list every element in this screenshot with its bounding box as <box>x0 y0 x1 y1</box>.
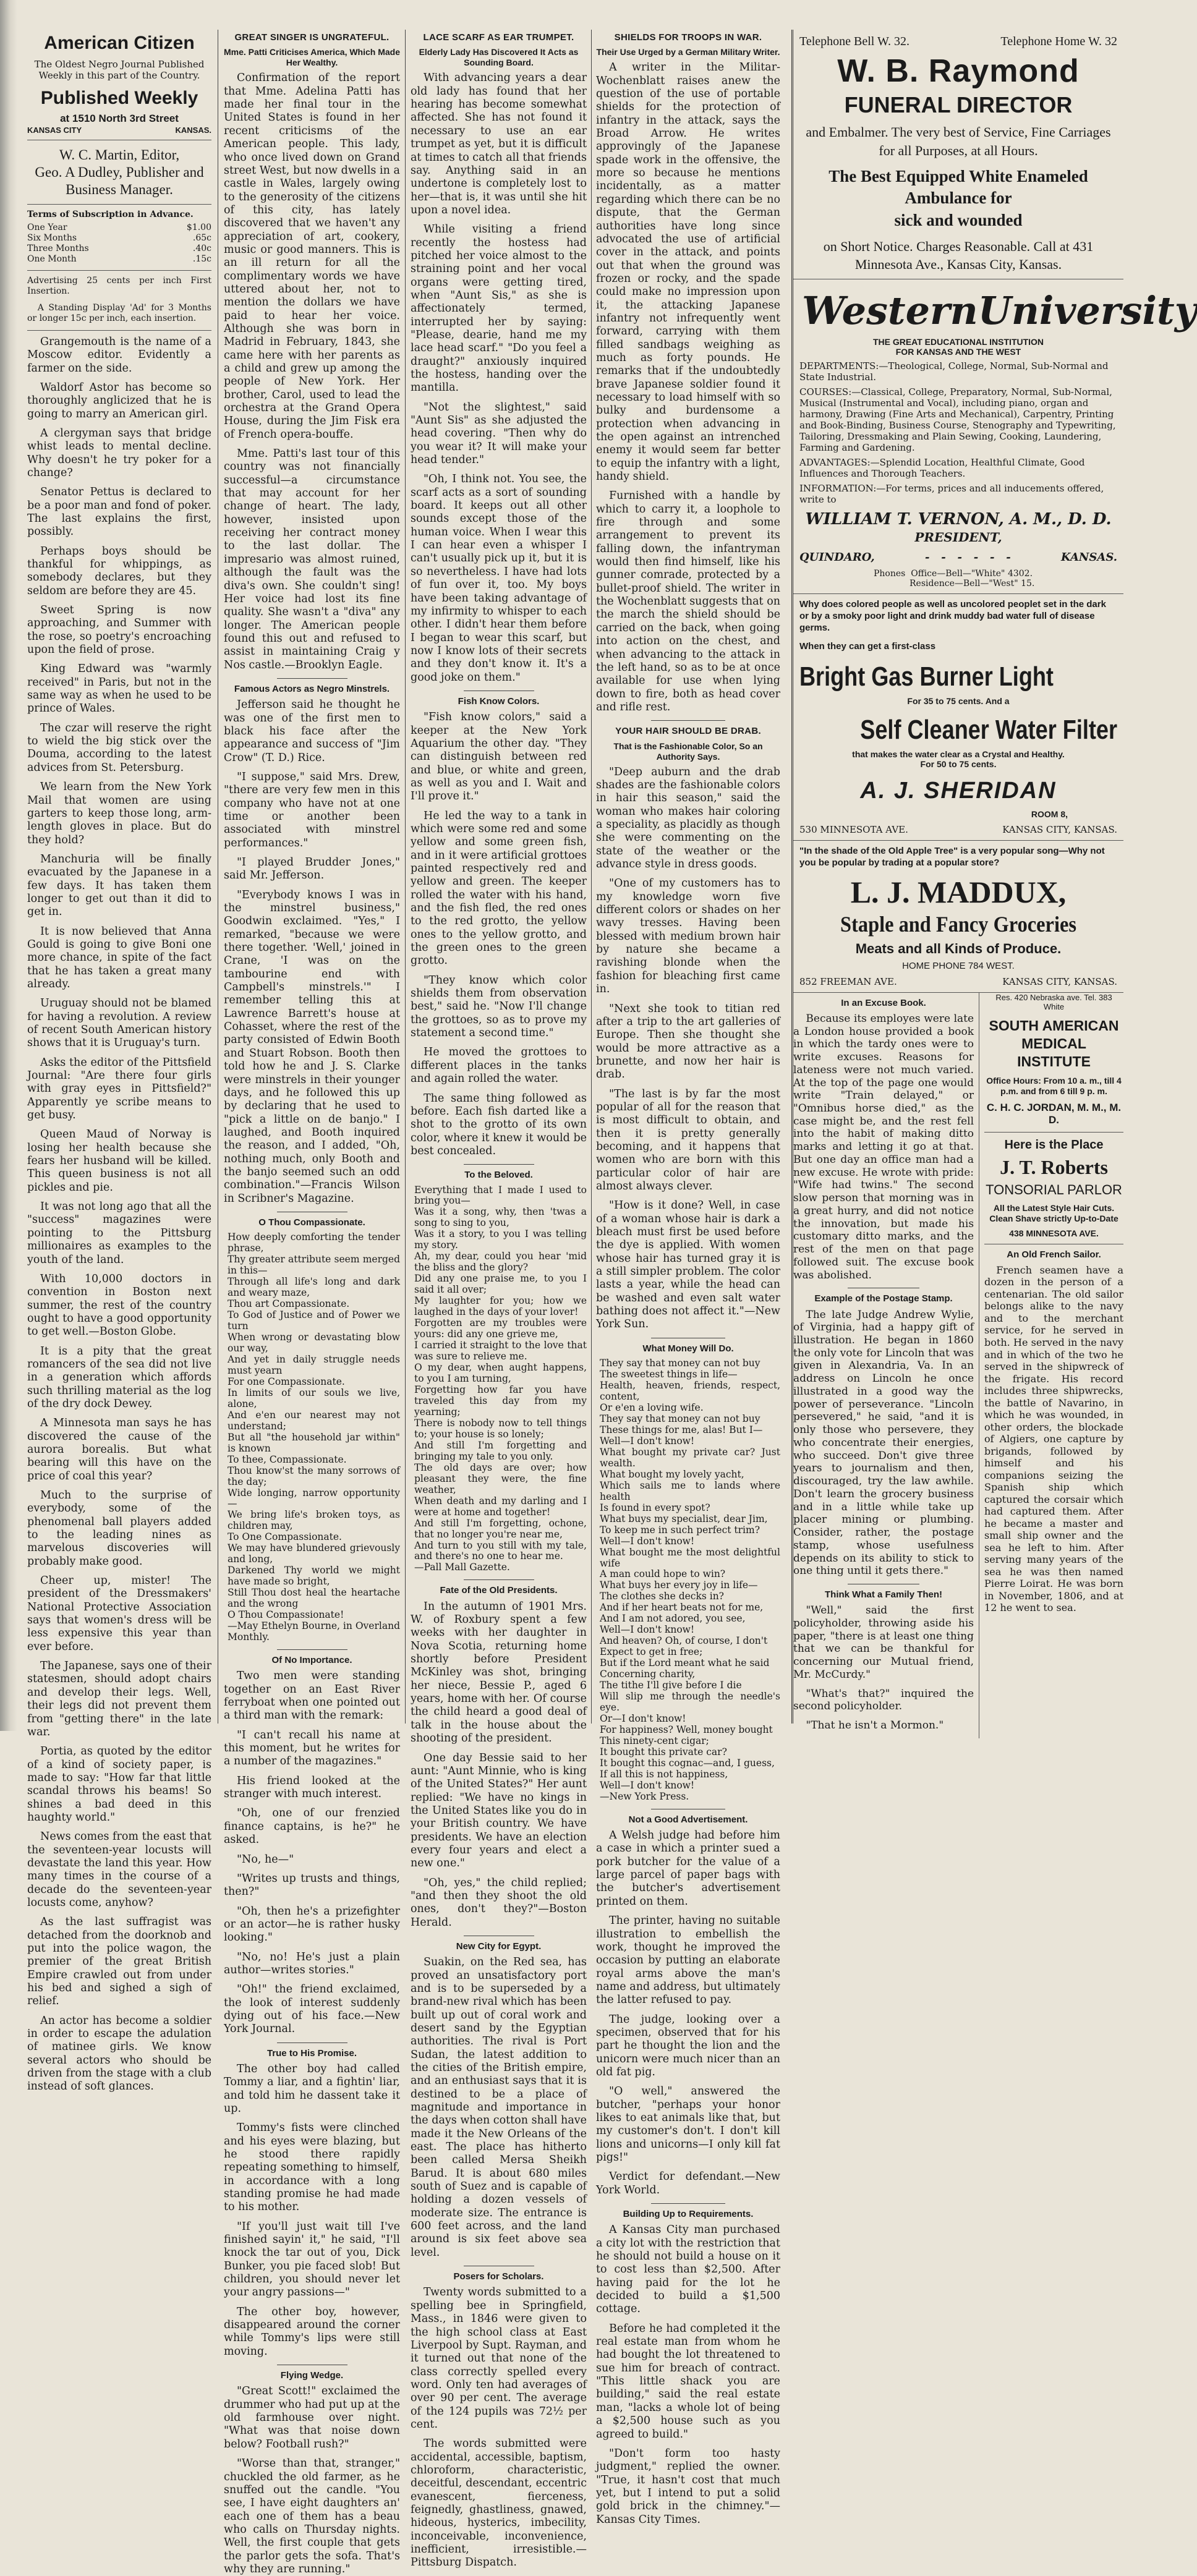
paragraph: A Minnesota man says he has discovered the cause of the aurora borealis. But what bearing will this have on the price of coal this year? <box>27 1417 211 1482</box>
paragraph: "I can't recall his name at this moment, but he writes for a number of the magazines." <box>224 1728 400 1768</box>
paragraph: Confirmation of the report that Mme. Adelina Patti has made her final tour in the United States is found in her recent criticisms of the American people. This lady, who once lived down on Grand street West, but now dwells in a castle in Wales, largely owing to the generosity of the citizens of this city, has lately discovered that we haven't any appreciation of art, cookery, music or good manners. This is an ill return for all the complimentary words we have uttered about her, not to mention the dollars we have paid to hear her voice. Although she was born in Madrid in February, 1843, she came here with her parents as a child and grew up among the people of New York. Her brother, Carol, used to lead the orchestra at the Grand Opera House, during the Jim Fisk era of French opera-bouffe. <box>224 72 400 441</box>
price-water-filter: For 50 to 75 cents. <box>920 759 997 770</box>
paragraph: French seamen have a dozen in the person of a centenarian. The old sailor belongs alike to the navy and to the merchant service, for he served in both. He served in the navy and in which of the two he served in the shipwreck of the frigate. His record includes three shipwrecks, the battle of Navarino, in which he was wounded, in other orders, the blockade of Algiers, one capture by brigands, followed by himself and his companions seizing the Spanish ship which captured the corsair which had captured them. After he became a master and small ship owner and the sea he left to him. After serving many years of the sea he was then named Pierre Loirat. He was born in November, 1806, and at 12 he went to sea. <box>984 1264 1123 1614</box>
article-headline: Think What a Family Then! <box>825 1589 943 1600</box>
paragraph: Perhaps boys should be thankful for whippings, as somebody declares, but they seldom are before they are 45. <box>27 545 211 597</box>
paragraph: The words submitted were accidental, accessible, baptism, chloroform, characteristic, deceitful, descendant, eccentric evanescent, fierceness, feignedly, ghastliness, gnawed, hideous, hysterics, imbecility, inconceivable, inconvenience, inefficient, irresistible.—Pittsburg Dispatch. <box>411 2438 587 2569</box>
paragraph: Sweet Spring is now approaching, and Summer with the rose, so poetry's encroaching upon the field of prose. <box>27 604 211 657</box>
wu-phones: Phones Office—Bell—"White" 4302. Residence—Bell—"West" 15. <box>874 569 1035 589</box>
barber-name: J. T. Roberts <box>1000 1155 1108 1178</box>
paragraph: The printer, having no suitable illustration to embellish the work, thought he improved the occasion by putting an elaborate royal arms above the man's name and address, but ultimately the latter refused to pay. <box>596 1915 780 2007</box>
paragraph: Mme. Patti's last tour of this country was not financially successful—a circumstance that may account for her change of heart. The lady, however, insisted upon receiving her contract money to the last dollar. The impresario was almost ruined, although the fault was the diva's own. She couldn't sing! Her voice had lost its fine quality. She wasn't a "diva" any longer. The American people found this out and refused to assist in maintaining Craig y Nos castle.—Brooklyn Eagle. <box>224 448 400 671</box>
paragraph: "Oh, one of our frenzied finance captains, is he?" he asked. <box>224 1807 400 1847</box>
paragraph: "Oh, I think not. You see, the scarf acts as a sort of sounding board. It keeps out all other sounds except those of the human voice. When I wear this I can hear even a whisper I can't usually pick up it, but it is so nevertheless. I have had lots of fun over it, too. My boys have been taking advantage of my infirmity to whisper to each other. I didn't hear them before I began to wear this scarf, but now I know lots of their secrets and they don't know it. It's a good joke on them." <box>411 473 587 684</box>
terms-row: One Year $1.00 <box>27 223 211 233</box>
paragraph: A Kansas City man purchased a city lot with the restriction that he should not build a house on it to cost less than $2,500. After having paid for the lot he decided to build a $1,500 cottage. <box>596 2224 780 2316</box>
product-gas-light: Bright Gas Burner Light <box>799 661 1054 692</box>
column-4 <box>596 30 780 2526</box>
paragraph: Waldorf Astor has become so thoroughly anglicized that he is going to marry an American girl. <box>27 381 211 420</box>
wu-title: Western University <box>802 288 1197 334</box>
poem-title: What Money Will Do. <box>642 1343 734 1354</box>
article-headline: Famous Actors as Negro Minstrels. <box>234 683 390 694</box>
phone-home: Telephone Home W. 32 <box>1000 35 1117 48</box>
article-headline: New City for Egypt. <box>456 1941 542 1952</box>
paragraph: A clergyman says that bridge whist leads to mental decline. Why doesn't he try poker for a change? <box>27 427 211 479</box>
paragraph: Furnished with a handle by which to carry it, a loophole to fire through and some arrangement to prevent its falling down, the infantryman would then find himself, like his gunner comrade, protected by a bullet-proof shield. The writer in the Wochenblatt suggests that on the march the shield should be carried on the back, when going into action on the chest, and when advancing to the attack in the left hand, so as to be at once available for use when lying down to fire, both as head cover and rifle rest. <box>596 490 780 713</box>
paragraph: With advancing years a dear old lady has found that her hearing has become somewhat affected. She has not found it necessary to use an ear trumpet as yet, but it is difficult at times to catch all that friends say. Anything said in an undertone is completely lost to her—that is, it was until she hit upon a novel idea. <box>411 72 587 216</box>
maddux-song: "In the shade of the Old Apple Tree" is a very popular song—Why not you be popular by trading at a popular store? <box>799 846 1105 868</box>
paragraph: Twenty words submitted to a spelling bee in Springfield, Mass., in 1846 were given to the high school class at East Liverpool by Supt. Rayman, and it turned out that none of the class correctly spelled every word. Only ten had averages of over 90 per cent. The average of the 124 pupils was 72½ per cent. <box>411 2286 587 2431</box>
paragraph: "Oh, then he's a prizefighter or an actor—he is rather husky looking." <box>224 1905 400 1944</box>
article-headline: SHIELDS FOR TROOPS IN WAR. <box>614 32 762 43</box>
paragraph: "One of my customers has to my knowledge worn five different colors or shades on her wavy tresses. Having been blessed with medium brown hair by nature she became a ravishing blonde when the fashion for bleaching first came in. <box>596 877 780 996</box>
ad-sheridan <box>793 594 1123 841</box>
paragraph: The same thing followed as before. Each fish darted like a shot to the grotto of its own color, where it knew it would be best concealed. <box>411 1092 587 1157</box>
paragraph: "If you'll just wait till I've finished sayin' it," he said, "I'll knock the tar out of you, Dick Bunker, you pie faced slob! But children, you should never let your angry passions—" <box>224 2220 400 2299</box>
divider <box>464 1164 534 1165</box>
filter-description: that makes the water clear as a Crystal and Healthy. <box>852 749 1065 760</box>
paragraph: Two men were standing together on an East River ferryboat when one pointed out a third man with the remark: <box>224 1670 400 1722</box>
article-headline: Building Up to Requirements. <box>623 2209 754 2220</box>
ad-western-university <box>793 279 1197 594</box>
wu-advantages: ADVANTAGES:—Splendid Location, Healthful Climate, Good Influences and Thorough Teachers. <box>799 457 1085 480</box>
ad-raymond-line2: for all Purposes, at all Hours. <box>879 142 1038 158</box>
display-ad-rate: A Standing Display 'Ad' for 3 Months or longer 15c per inch, each insertion. <box>27 302 211 323</box>
ad-raymond-line3: The Best Equipped White Enameled Ambulance for <box>829 167 1088 208</box>
paragraph: Manchuria will be finally evacuated by the Japanese in a few days. It has taken them longer to get out than it did to get in. <box>27 852 211 919</box>
institute-hours: Office Hours: From 10 a. m., till 4 p.m. and from 6 till 9 p. m. <box>986 1075 1122 1096</box>
price-gas-light: For 35 to 75 cents. And a <box>907 696 1010 707</box>
paragraph: "Worse than that, stranger," chuckled the old farmer, as he snuffed out the candle. "You see, I have eight daughters an' each one of them has a beau who calls on Thursday nights. Well, the first couple that gets the parlor gets the sofa. That's why they are running." <box>224 2457 400 2575</box>
lower-right-column <box>979 993 1123 1738</box>
article-headline: Fate of the Old Presidents. <box>440 1585 558 1596</box>
sheridan-name: A. J. SHERIDAN <box>860 778 1057 804</box>
paragraph: Jefferson said he thought he was one of the first men to black his face after the appearance and success of "Jim Crow" (T. D.) Rice. <box>224 699 400 764</box>
paragraph: The other boy, however, disappeared around the corner while Tommy's lips were still moving. <box>224 2305 400 2358</box>
poem: Everything that I made I used to bring you— Was it a song, why, then 'twas a song to sing to you, Was it a story, to you I was telling my story. Ah, my dear, could you hear 'mid the bliss and the glory? Did any one praise me, to you I said it all over; My laughter for you; how we laughed in the days of your lover! Forgotten are my troubles were yours: did any one grieve me, I carried it straight to the love that was sure to relieve me. O my dear, when aught happens, to you I am turning, Forgetting how far you have traveled this day from my yearning; There is nobody now to tell things to; your house is so lonely; And still I'm forgetting and bringing my tale to you only. The old days are over; how pleasant they were, the fine weather, When death and my darling and I were at home and together! And still I'm forgetting, ochone, that no longer you're near me, And turn to you still with my tale, and there's no one to hear me. —Pall Mall Gazette. <box>414 1184 587 1573</box>
paragraph: An actor has become a soldier in order to escape the adulation of matinee girls. We know several actors who should be driven from the stage with a club instead of soft glances. <box>27 2014 211 2093</box>
article-headline: Posers for Scholars. <box>453 2271 544 2282</box>
paragraph: While visiting a friend recently the hostess had pitched her voice almost to the straining point and her vocal organs were getting tired, when "Aunt Sis," as she is affectionately termed, interrupted her by saying: "Please, dearie, hand me my lace head scarf." "Do you feel a draught?" anxiously inquired the hostess, handing over the mantilla. <box>411 223 587 394</box>
masthead-line2: Weekly in this part of the Country. <box>38 69 200 81</box>
divider <box>464 1579 534 1580</box>
article-headline: Not a Good Advertisement. <box>628 1814 748 1825</box>
publisher: Geo. A Dudley, Publisher and <box>35 164 204 180</box>
masthead-line1: The Oldest Negro Journal Published <box>34 58 205 70</box>
editor: W. C. Martin, Editor, <box>59 147 180 163</box>
maddux-line1: Staple and Fancy Groceries <box>840 911 1076 937</box>
paragraph: Queen Maud of Norway is losing her health because she fears her husband will be killed. This queen business is not all pickles and pie. <box>27 1128 211 1194</box>
paragraph: As the last suffragist was detached from the doorknob and put into the police wagon, the premier of the great British Empire crawled out from under his bed and sighed a sigh of relief. <box>27 1916 211 2008</box>
paragraph: "Well," said the first policyholder, throwing aside his paper, "there is at least one thing that we can be thankful for concerning our Mutual friend, Mr. McCurdy." <box>793 1604 974 1681</box>
barber-hair: All the Latest Style Hair Cuts. Clean Shave strictly Up-to-Date <box>989 1203 1118 1224</box>
paragraph: "Oh, yes," the child replied; "and then they shoot the old ones, don't they?"—Boston Herald. <box>411 1876 587 1929</box>
divider <box>984 1132 1123 1133</box>
article-headline: Of No Importance. <box>271 1655 352 1666</box>
ad-phone-row <box>799 35 1117 49</box>
wu-information: INFORMATION:—For terms, prices and all inducements offered, write to <box>799 483 1104 506</box>
paragraph: Verdict for defendant.—New York World. <box>596 2170 780 2196</box>
paragraph: The late Judge Andrew Wylie, of Virginia, had a happy gift of illustration. He began in 1860 the only vote for Lincoln that was given in Alexandria, Va. In an address on Lincoln he once illustrated in a good way the power of perseverance. "Lincoln persevered," he said, "and it is only those who persevere, they who concentrate their energies, who succeed. Don't give three years to journalism and then, discouraged, try the law awhile. Don't learn the grocery business and in a little while take up placer mining or plumbing. Consider, rather, the postage stamp, whose usefulness depends on its ability to stick to one thing until it gets there." <box>793 1308 974 1578</box>
wu-president-label: PRESIDENT, <box>914 530 1002 545</box>
paragraph: We learn from the New York Mail that women are using garters to keep those long, arm-length gloves in place. But do they hold? <box>27 781 211 846</box>
advertising-rate: Advertising 25 cents per inch First Insertion. <box>27 275 211 296</box>
masthead-address: at 1510 North 3rd Street <box>60 112 179 124</box>
poem: How deeply comforting the tender phrase, Thy greater attribute seem merged in this— Through all life's long and dark and weary maze, Thou art Compassionate. To God of Justice and of Power we turn When wrong or devastating blow our way, And yet in daily struggle needs must yearn For one Compassionate. In limits of our souls we live, alone, And e'en our nearest may not understand; But all "the household jar within" is known To thee, Compassionate. Thou know'st the many sorrows of the day; Wide longing, narrow opportunity— We bring life's broken toys, as children may, To One Compassionate. We may have blundered grievously and long, Darkened Thy world we might have made so bright, Still Thou dost heal the heartache and the wrong O Thou Compassionate! —May Ethelyn Bourne, in Overland Monthly. <box>228 1231 400 1643</box>
divider <box>651 720 725 721</box>
article-subhead: Their Use Urged by a German Military Writer. <box>596 47 780 57</box>
editor-block <box>27 147 211 198</box>
divider <box>277 1649 347 1650</box>
article-headline: An Old French Sailor. <box>1007 1249 1101 1260</box>
poem: They say that money can not buy The sweetest things in life— Health, heaven, friends, respect, content, Or e'en a loving wife. They say that money can not buy These things for me, alas! But I— Well—I don't know! What bought my private car? Just wealth. What bought my lovely yacht, Which sails me to lands where health Is found in every spot? What buys my specialist, dear Jim, To keep me in such perfect trim? Well—I don't know! What bought me the most delightful wife A man could hope to win? What buys her every joy in life— The clothes she decks in? And if her heart beats not for me, And I am not adored, you see, Well—I don't know! And heaven? Oh, of course, I don't Expect to get in free; But if the Lord meant what he said Concerning charity, The tithe I'll give before I die Will slip me through the needle's eye. Or—I don't know! For happiness? Well, money bought This ninety-cent cigar; It bought this private car? It bought this cognac—and, I guess, If all this is not happiness, Well—I don't know! —New York Press. <box>600 1358 780 1802</box>
wu-town-row: QUINDARO, - - - - - - KANSAS. <box>799 551 1117 564</box>
paragraph: The czar will reserve the right to wield the big stick over the Douma, according to the latest advices from St. Petersburg. <box>27 721 211 774</box>
paragraph: "Don't form too hasty judgment," replied the owner. "True, it hasn't cost that much yet, but I intend to put a solid gold brick in the chimney."—Kansas City Times. <box>596 2447 780 2526</box>
article-subhead: Mme. Patti Criticises America, Which Made Her Wealthy. <box>224 47 401 68</box>
column-2 <box>224 30 401 2575</box>
page-binding-edge <box>0 0 17 1731</box>
maddux-phone: HOME PHONE 784 WEST. <box>902 960 1015 971</box>
divider <box>27 330 211 331</box>
article-headline: In an Excuse Book. <box>841 997 926 1008</box>
paragraph: The judge, looking over a specimen, observed that for his part he thought the lion and the unicorn were much nicer than an old fat pig. <box>596 2013 780 2078</box>
masthead-city: KANSAS CITY <box>27 125 82 135</box>
paragraph: Before he had completed it the real estate man from whom he had bought the lot threatened to sue him for breach of contract. "This little shack you are building," said the real estate man, "lacks a whole lot of being a $2,500 house such as you agreed to build." <box>596 2322 780 2441</box>
paragraph: It was not long ago that all the "success" magazines were pointing to the Pittsburg millionaires as examples to the youth of the land. <box>27 1201 211 1266</box>
paragraph: Senator Pettus is declared to be a poor man and fond of poker. The last explains the first, possibly. <box>27 486 211 538</box>
ad-raymond-name: W. B. Raymond <box>837 53 1080 89</box>
institute-doctor: C. H. C. JORDAN, M. M., M. D. <box>986 1101 1122 1126</box>
masthead-state: KANSAS. <box>175 125 211 135</box>
paragraph: "Oh!" the friend exclaimed, the look of interest suddenly dying out of his face.—New York Journal. <box>224 1983 400 2036</box>
paragraph: His friend looked at the stranger with much interest. <box>224 1774 400 1801</box>
divider <box>277 678 347 679</box>
paragraph: It is a pity that the great romancers of the sea did not live in a generation which affords such thrilling material as the log of the dry dock Dewey. <box>27 1345 211 1410</box>
barber-here: Here is the Place <box>1004 1138 1104 1152</box>
terms-row: Three Months .40c <box>27 244 211 254</box>
paragraph: The other boy had called Tommy a liar, and a fightin' liar, and told him he dassent take it up. <box>224 2062 400 2115</box>
paragraph: Because its employes were late a London house provided a book in which the tardy ones were to write excuses. Reasons for lateness were not much varied. At the top of the page one would write "Train delayed," or "Omnibus horse died," as the case might be, and the rest fell into the habit of making ditto marks and letting it go at that. But one day an office man had a new excuse. He wrote with pride: "Wife had twins." The second slow person that morning was in a great hurry, and did not notice the innovation, but made his customary ditto marks, and the rest of the men on that page followed suit. The excuse book was abolished. <box>793 1012 974 1282</box>
paragraph: "That he isn't a Mormon." <box>806 1719 944 1732</box>
paragraph: He led the way to a tank in which were some red and some yellow and some green fish, and in it were artificial grottoes painted respectively red and yellow and green. The keeper rolled the water with his hand, and the fish fled, the red ones to the red grotto, the yellow ones to the yellow grotto, and the green ones to the green grotto. <box>411 809 587 967</box>
institute-res: Res. 420 Nebraska ave. Tel. 383 White <box>995 992 1112 1012</box>
paragraph: "Everybody knows I was in the minstrel business," Goodwin exclaimed. "Yes," I remarked, "because we were there together. 'Well,' joined in Crane, 'I was on the tambourine end with Campbell's minstrels.'" I remember telling this at Lawrence Barrett's house at Cohasset, where the rest of the party consisted of Edwin Booth and Stuart Robson. Booth then told how he and J. S. Clarke were minstrels in their younger days, and he followed this up by declaring that he used to "pick a little on de banjo." I laughed, and Booth inquired the reason, and I added, "Oh, nothing much, only Booth and the banjo seemed such an odd combination."—Francis Wilson in Scribner's Magazine. <box>224 888 400 1205</box>
terms-row: One Month .15c <box>27 254 211 265</box>
paragraph: "What's that?" inquired the second policyholder. <box>793 1687 974 1713</box>
column-rule <box>591 30 592 1724</box>
paragraph: "Deep auburn and the drab shades are the fashionable colors in hair this season," said the woman who makes hair coloring a speciality, as placidly as though she were commenting on the state of the weather or the advance style in dress goods. <box>596 765 780 871</box>
paragraph: In the autumn of 1901 Mrs. W. of Roxbury spent a few weeks with her daughter in Nova Scotia, returning home shortly before President McKinley was shot, bringing her niece, Bessie P., aged 6 years, home with her. Of course the child heard a good deal of talk in the house about the shooting of the president. <box>411 1600 587 1745</box>
paragraph: Cheer up, mister! The president of the Dressmakers' National Protective Association says that women's dress will be less expensive this year than ever before. <box>27 1575 211 1653</box>
ad-raymond-line4: sick and wounded <box>894 210 1023 229</box>
ad-raymond <box>793 30 1123 279</box>
article-headline: GREAT SINGER IS UNGRATEFUL. <box>234 32 390 43</box>
sheridan-room: ROOM 8, <box>1031 809 1068 820</box>
article-headline: True to His Promise. <box>266 2047 357 2059</box>
terms-row: Six Months .65c <box>27 233 211 244</box>
paragraph: "Next she took to titian red after a trip to the art galleries of Europe. Then she thought she would be more attractive as a brunette, and now her hair is drab. <box>596 1002 780 1081</box>
wu-president-name: WILLIAM T. VERNON, A. M., D. D. <box>805 510 1112 529</box>
masthead-title: American Citizen <box>44 33 195 53</box>
article-headline: Fish Know Colors. <box>458 695 540 707</box>
paragraph: A writer in the Militar-Wochenblatt raises anew the question of the use of portable shields for the protection of infantry in the attack, says the Broad Arrow. He writes approvingly of the Japanese spade work in the offensive, the more so because he mentions incidentally, as a matter regarding which there can be no dispute, that the German authorities have long since advocated the use of artificial cover in the attack, and points out that when the ground was frozen or rocky, and the spade could make no impression upon it, the attacking Japanese infantry not infrequently went forward, carrying with them filled sandbags weighing as much as forty pounds. He remarks that if the undoubtedly brave Japanese soldier found it necessary to load himself with so bulky and burdensome a protection when advancing in the open against an intrenched enemy it would seem far better to equip the infantry with a light, handy shield. <box>596 61 780 483</box>
barber-address: 438 MINNESOTA AVE. <box>1009 1228 1099 1238</box>
published-weekly: Published Weekly <box>40 88 198 109</box>
product-water-filter: Self Cleaner Water Filter <box>860 715 1117 746</box>
paragraph: News comes from the east that the seventeen-year locusts will devastate the land this year. How many times in the course of a decade do the seventeen-year locusts come, anyhow? <box>27 1830 211 1909</box>
paragraph: Much to the surprise of everybody, some of the phenomenal ball players added to the leading nines as marvelous discoveries will probably make good. <box>27 1489 211 1568</box>
paragraph: One day Bessie said to her aunt: "Aunt Minnie, who is king of the United States?" Her aunt replied: "We have no kings in the United States like you do in your British country. We have presidents. We have an election every four years and elect a new one." <box>411 1751 587 1870</box>
paragraph: Suakin, on the Red sea, has proved an unsatisfactory port and is to be superseded by a brand-new rival which has been built up out of coral work and desert sand by the Egyptian authorities. The rival is Port Sudan, the latest addition to the cities of the British empire, and an enthusiast says that it is destined to be a place of magnitude and importance in the days when cotton shall have made it the New Orleans of the east. The place has hitherto been called Mersa Sheikh Barud. It is about 680 miles south of Suez and is capable of holding a dozen vessels of moderate size. The entrance is 600 feet across, and the land around is six feet above sea level. <box>411 1956 587 2259</box>
ad-maddux <box>793 841 1123 993</box>
paragraph: Grangemouth is the name of a Moscow editor. Evidently a farmer on the side. <box>27 335 211 375</box>
masthead-city-row <box>27 125 211 135</box>
paragraph: Uruguay should not be blamed for having a revolution. A review of recent South American history shows that it is Uruguay's turn. <box>27 997 211 1050</box>
paragraph: King Edward was "warmly received" in Paris, but not in the same way as when he used to be prince of Wales. <box>27 663 211 715</box>
barber-parlor: TONSORIAL PARLOR <box>986 1181 1122 1197</box>
advertisement-column <box>791 30 1197 1732</box>
newspaper-page <box>27 30 1197 2575</box>
column-1 <box>27 30 211 2093</box>
article-subhead: Elderly Lady Has Discovered It Acts as Sounding Board. <box>419 47 579 68</box>
maddux-name: L. J. MADDUX, <box>850 874 1067 909</box>
paragraph: Portia, as quoted by the editor of a kind of society paper, is made to say: "How far that little scandal throws his beams! So shines a bad deed in this haughty world." <box>27 1745 211 1824</box>
article-headline: Flying Wedge. <box>280 2370 344 2381</box>
poem-title: To the Beloved. <box>464 1170 533 1181</box>
paragraph: "I suppose," said Mrs. Drew, "there are very few men in this company who have not at one time or another been associated with minstrel performances." <box>224 770 400 849</box>
article-headline: YOUR HAIR SHOULD BE DRAB. <box>615 726 761 737</box>
article-headline: Example of the Postage Stamp. <box>814 1293 953 1304</box>
sheridan-question: Why does colored people as well as uncolored peoplet set in the dark or by a smoky poor light and drink muddy bad water full of disease germs. <box>799 599 1106 633</box>
ad-raymond-line1: and Embalmer. The very best of Service, Fine Carriages <box>806 124 1111 140</box>
paragraph: With 10,000 doctors in convention in Boston next summer, the rest of the country ought to have a good opportunity to get well.—Boston Globe. <box>27 1272 211 1338</box>
paragraph: "Great Scott!" exclaimed the drummer who had put up at the old farmhouse over night. "What was that noise down below? Football rush?" <box>224 2385 400 2451</box>
sheridan-question2: When they can get a first-class <box>799 641 936 652</box>
maddux-line2: Meats and all Kinds of Produce. <box>855 940 1062 956</box>
poem-title: O Thou Compassionate. <box>258 1217 365 1228</box>
paragraph: "No, he—" <box>237 1853 294 1866</box>
divider <box>27 204 211 205</box>
maddux-address-row: 852 FREEMAN AVE. KANSAS CITY, KANSAS. <box>799 976 1117 987</box>
paragraph: "O well," answered the butcher, "perhaps your honor likes to eat animals like that, but my customer's don't. I don't kill lions and unicorns—I only kill fat pigs!" <box>596 2085 780 2164</box>
phone-bell: Telephone Bell W. 32. <box>799 35 910 48</box>
paragraph: Tommy's fists were clinched and his eyes were blazing, but he stood there rapidly repeating something to himself, in accordance with a long standing promise he had made to his mother. <box>224 2122 400 2214</box>
paragraph: "I played Brudder Jones," said Mr. Jefferson. <box>224 856 400 882</box>
institute-name: SOUTH AMERICAN MEDICAL INSTITUTE <box>989 1018 1119 1069</box>
manager: Business Manager. <box>66 181 173 197</box>
paragraph: "They know which color shields them from observation best," said he. "Now I'll change the grottoes, so as to prove my statement a second time." <box>411 974 587 1040</box>
paragraph: A Welsh judge had before him a case in which a printer sued a pork butcher for the value of a large parcel of paper bags with the butcher's advertisement printed on them. <box>596 1829 780 1908</box>
column-3 <box>411 30 587 2569</box>
paragraph: He moved the grottoes to different places in the tanks and again rolled the water. <box>411 1046 587 1086</box>
paragraph: Asks the editor of the Pittsfield Journal: "Are there four girls with gray eyes in Pittsfield?" Apparently ye scribe means to get busy. <box>27 1056 211 1122</box>
paragraph: "Fish know colors," said a keeper at the New York Aquarium the other day. "They can distinguish between red and blue, or white and green, as well as you and I. Wait and I'll prove it." <box>411 711 587 803</box>
paragraph: "The last is by far the most popular of all for the reason that is most difficult to obtain, and then it is pretty generally becoming, and it happens that women who are born with this particular color of hair are almost always clever. <box>596 1087 780 1192</box>
paragraph: The Japanese, says one of their statesmen, should adopt chairs and develop their legs. Well, their legs did not prevent them from "getting there" in the late war. <box>27 1660 211 1738</box>
paragraph: "Not the slightest," said "Aunt Sis" as she adjusted the head covering. "Then why do you wear it? It will make your head tender." <box>411 401 587 467</box>
sheridan-address-row: 530 MINNESOTA AVE. KANSAS CITY, KANSAS. <box>799 824 1117 836</box>
article-subhead: That is the Fashionable Color, So an Authority Says. <box>613 741 763 762</box>
ad-raymond-line5: on Short Notice. Charges Reasonable. Call at 431 Minnesota Ave., Kansas City, Kansas. <box>823 238 1094 273</box>
article-headline: LACE SCARF AS EAR TRUMPET. <box>423 32 574 43</box>
paragraph: "No, no! He's just a plain author—writes stories." <box>224 1950 400 1976</box>
wu-sub2: FOR KANSAS AND THE WEST <box>895 347 1021 357</box>
column-rule <box>405 30 406 1724</box>
lower-section <box>793 993 1123 1738</box>
terms-table <box>27 223 211 265</box>
terms-title: Terms of Subscription in Advance. <box>27 210 194 220</box>
lower-left-column <box>793 993 979 1738</box>
wu-departments: DEPARTMENTS:—Theological, College, Normal, Sub-Normal and State Industrial. <box>799 360 1109 383</box>
divider <box>651 2203 725 2204</box>
wu-courses: COURSES:—Classical, College, Preparatory, Normal, Sub-Normal, Musical (Instrumental and Vocal), including piano, organ and harmony, Drawing (Fine Arts and Mechanical), Carpentry, Printing and Book-Binding, Business Course, Stenography and Typewriting, Tailoring, Dressmaking and Plain Sewing, Cooking, Laundering, Farming and Gardening. <box>799 386 1116 454</box>
paragraph: It is now believed that Anna Gould is going to give Boni one more chance, in spite of the fact that he has taken a great many already. <box>27 925 211 990</box>
paragraph: "How is it done? Well, in case of a woman whose hair is dark a bleach must first be used before the dye is applied. With women whose hair has turned gray it is a still simpler problem. The color lasts a year, while the head can be washed and even salt water bathing does not affect it."—New York Sun. <box>596 1199 780 1331</box>
wu-sub1: THE GREAT EDUCATIONAL INSTITUTION <box>872 337 1044 347</box>
paragraph: "Writes up trusts and things, then?" <box>224 1872 400 1898</box>
divider <box>27 270 211 271</box>
ad-raymond-title: FUNERAL DIRECTOR <box>844 92 1073 117</box>
